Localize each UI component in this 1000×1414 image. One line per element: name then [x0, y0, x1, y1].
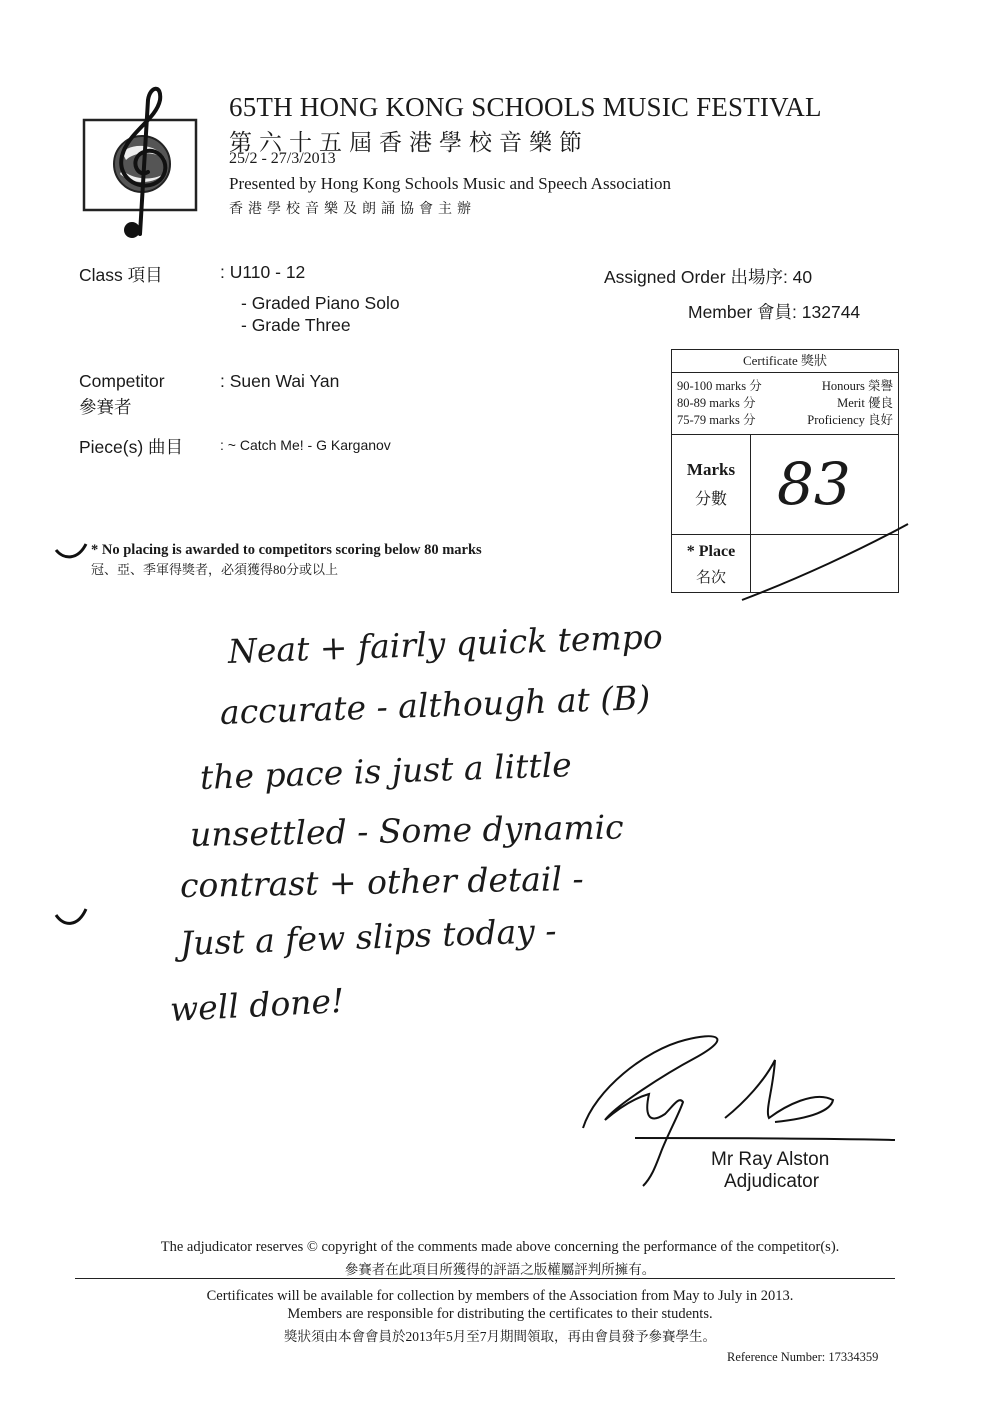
competitor-value: : Suen Wai Yan — [220, 371, 340, 391]
certificate-range: 75-79 marks 分 — [677, 413, 756, 427]
certificate-notice-chinese: 獎狀須由本會會員於2013年5月至7月期間領取，再由會員發予參賽學生。 — [284, 1329, 716, 1344]
marks-label-chinese: 分數 — [694, 491, 727, 508]
competitor-label: Competitor — [79, 371, 165, 391]
comment-line: the pace is just a little — [199, 745, 573, 797]
festival-logo — [82, 80, 200, 242]
pieces-label: Piece(s) 曲目 — [79, 437, 184, 457]
place-label: * Place — [686, 543, 736, 560]
copyright-notice: The adjudicator reserves © copyright of the comments made above concerning the performance of the competitor(s). — [160, 1239, 840, 1255]
festival-title-chinese: 第六十五屆香港學校音樂節 — [229, 130, 589, 155]
certificate-range: 90-100 marks 分 — [677, 379, 762, 393]
comment-line: unsettled - Some dynamic — [189, 807, 624, 854]
adjudicator-title: Adjudicator — [724, 1171, 820, 1192]
certificate-range: 80-89 marks 分 — [677, 396, 756, 410]
certificate-award: Proficiency 良好 — [807, 413, 893, 427]
comment-line: well done! — [168, 980, 346, 1029]
class-description-2: - Grade Three — [241, 315, 351, 335]
comment-line: Neat + fairly quick tempo — [227, 616, 664, 671]
pieces-value: : ~ Catch Me! - G Karganov — [220, 437, 391, 453]
comment-line: contrast + other detail - — [179, 858, 584, 905]
certificate-row — [677, 410, 893, 428]
class-label: Class 項目 — [79, 265, 163, 285]
reference-number: Reference Number: 17334359 — [727, 1350, 879, 1364]
comment-line: Just a few slips today - — [179, 910, 558, 963]
hole-punch-mark — [54, 905, 90, 929]
festival-title: 65TH HONG KONG SCHOOLS MUSIC FESTIVAL — [229, 92, 822, 122]
festival-presenter-chinese: 香港學校音樂及朗誦協會主辦 — [229, 202, 476, 217]
certificate-row — [677, 376, 893, 394]
place-strike-line — [660, 520, 915, 605]
certificate-award: Honours 榮譽 — [821, 379, 893, 393]
festival-dates: 25/2 - 27/3/2013 — [229, 150, 336, 167]
certificate-award: Merit 優良 — [837, 396, 893, 410]
assigned-order: Assigned Order 出場序: 40 — [604, 267, 813, 287]
member-number: Member 會員: 132744 — [688, 302, 861, 322]
certificate-distribution-notice: Members are responsible for distributing the certificates to their students. — [287, 1306, 713, 1322]
placing-note: * No placing is awarded to competitors scoring below 80 marks — [91, 542, 482, 558]
adjudicator-name: Mr Ray Alston — [711, 1149, 830, 1170]
hole-punch-mark — [54, 540, 90, 562]
marks-label: Marks — [686, 460, 736, 479]
class-value: : U110 - 12 — [220, 262, 306, 282]
certificate-title: Certificate 獎狀 — [672, 350, 898, 373]
festival-presenter: Presented by Hong Kong Schools Music and Speech Association — [229, 174, 671, 193]
footer-divider — [75, 1278, 895, 1279]
marks-value: 83 — [777, 450, 851, 518]
comment-line: accurate - although at (B) — [219, 677, 651, 732]
placing-note-chinese: 冠、亞、季軍得獎者，必須獲得80分或以上 — [91, 562, 339, 577]
place-label-chinese: 名次 — [695, 570, 726, 586]
copyright-notice-chinese: 參賽者在此項目所獲得的評語之版權屬評判所擁有。 — [344, 1262, 656, 1277]
class-description-1: - Graded Piano Solo — [241, 293, 400, 313]
competitor-label-chinese: 參賽者 — [79, 397, 132, 417]
certificate-row — [677, 393, 893, 411]
certificate-collection-notice: Certificates will be available for collection by members of the Association from May to July in 2013. — [206, 1288, 794, 1304]
